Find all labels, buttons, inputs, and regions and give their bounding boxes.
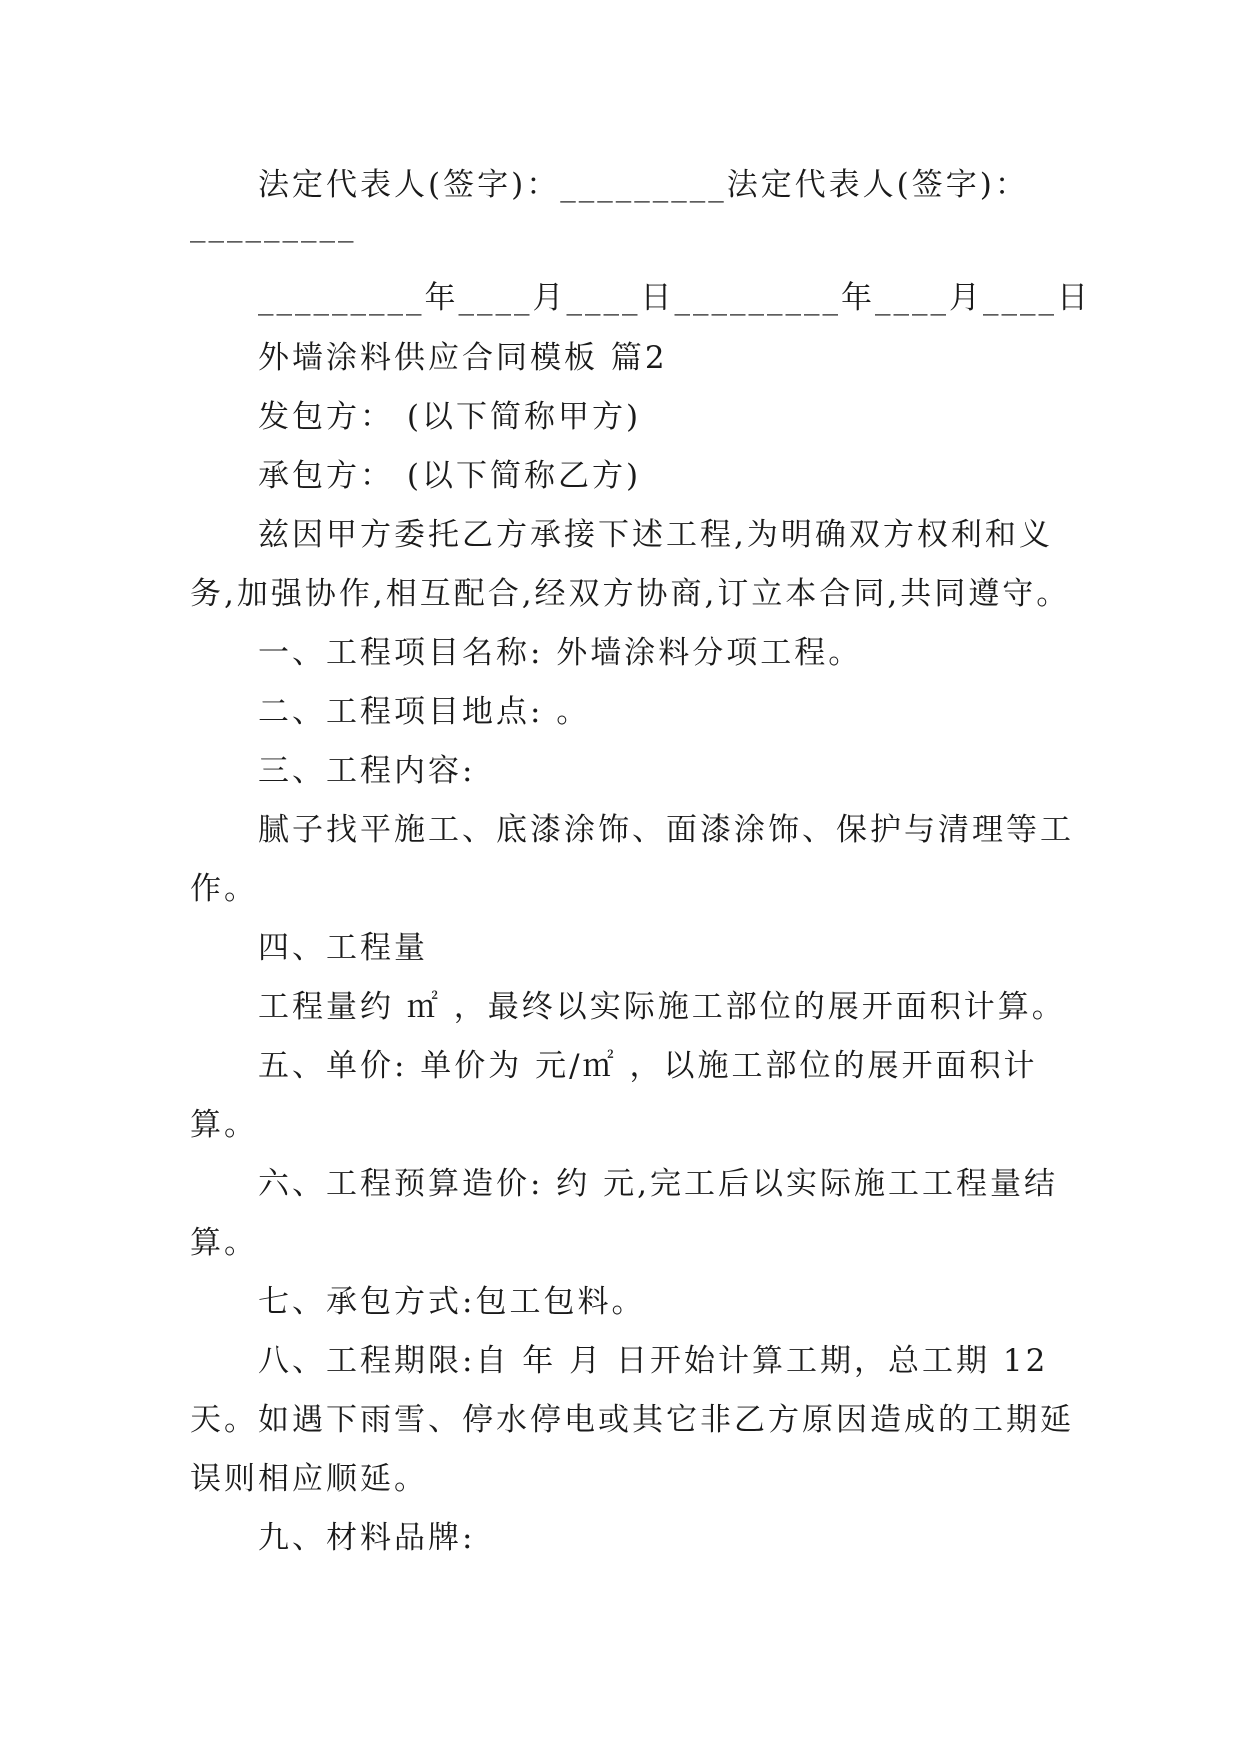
- paragraph-line: 误则相应顺延。: [190, 1461, 428, 1497]
- clause-line: 三、工程内容:: [258, 753, 476, 789]
- paragraph-line: 作。: [190, 871, 258, 907]
- section-title: 外墙涂料供应合同模板 篇2: [258, 340, 668, 376]
- party-b-line: 承包方： (以下简称乙方): [258, 458, 642, 494]
- clause-line: 五、单价: 单价为 元/㎡ ，以施工部位的展开面积计: [258, 1048, 1038, 1084]
- clause-line: 二、工程项目地点: 。: [258, 694, 591, 730]
- clause-line: 六、工程预算造价: 约 元,完工后以实际施工工程量结: [258, 1166, 1059, 1202]
- paragraph-line: 算。: [190, 1225, 258, 1261]
- clause-line: 九、材料品牌:: [258, 1520, 476, 1556]
- clause-line: 四、工程量: [258, 930, 428, 966]
- clause-line: 七、承包方式:包工包料。: [258, 1284, 646, 1320]
- paragraph-line: 工程量约 ㎡ ，最终以实际施工部位的展开面积计算。: [258, 989, 1066, 1025]
- paragraph-line: 务,加强协作,相互配合,经双方协商,订立本合同,共同遵守。: [190, 576, 1071, 612]
- date-line: _________年____月____日_________年____月____日: [258, 280, 1091, 316]
- paragraph-line: 算。: [190, 1107, 258, 1143]
- clause-line: 一、工程项目名称: 外墙涂料分项工程。: [258, 635, 863, 671]
- paragraph-line: 腻子找平施工、底漆涂饰、面漆涂饰、保护与清理等工: [258, 812, 1074, 848]
- signature-line: 法定代表人(签字)：_________法定代表人(签字)：: [258, 167, 1029, 203]
- signature-blank: _________: [190, 207, 357, 243]
- paragraph-line: 天。如遇下雨雪、停水停电或其它非乙方原因造成的工期延: [190, 1402, 1074, 1438]
- clause-line: 八、工程期限:自 年 月 日开始计算工期，总工期 12: [258, 1343, 1049, 1379]
- paragraph-line: 兹因甲方委托乙方承接下述工程,为明确双方权利和义: [258, 517, 1053, 553]
- party-a-line: 发包方： (以下简称甲方): [258, 399, 642, 435]
